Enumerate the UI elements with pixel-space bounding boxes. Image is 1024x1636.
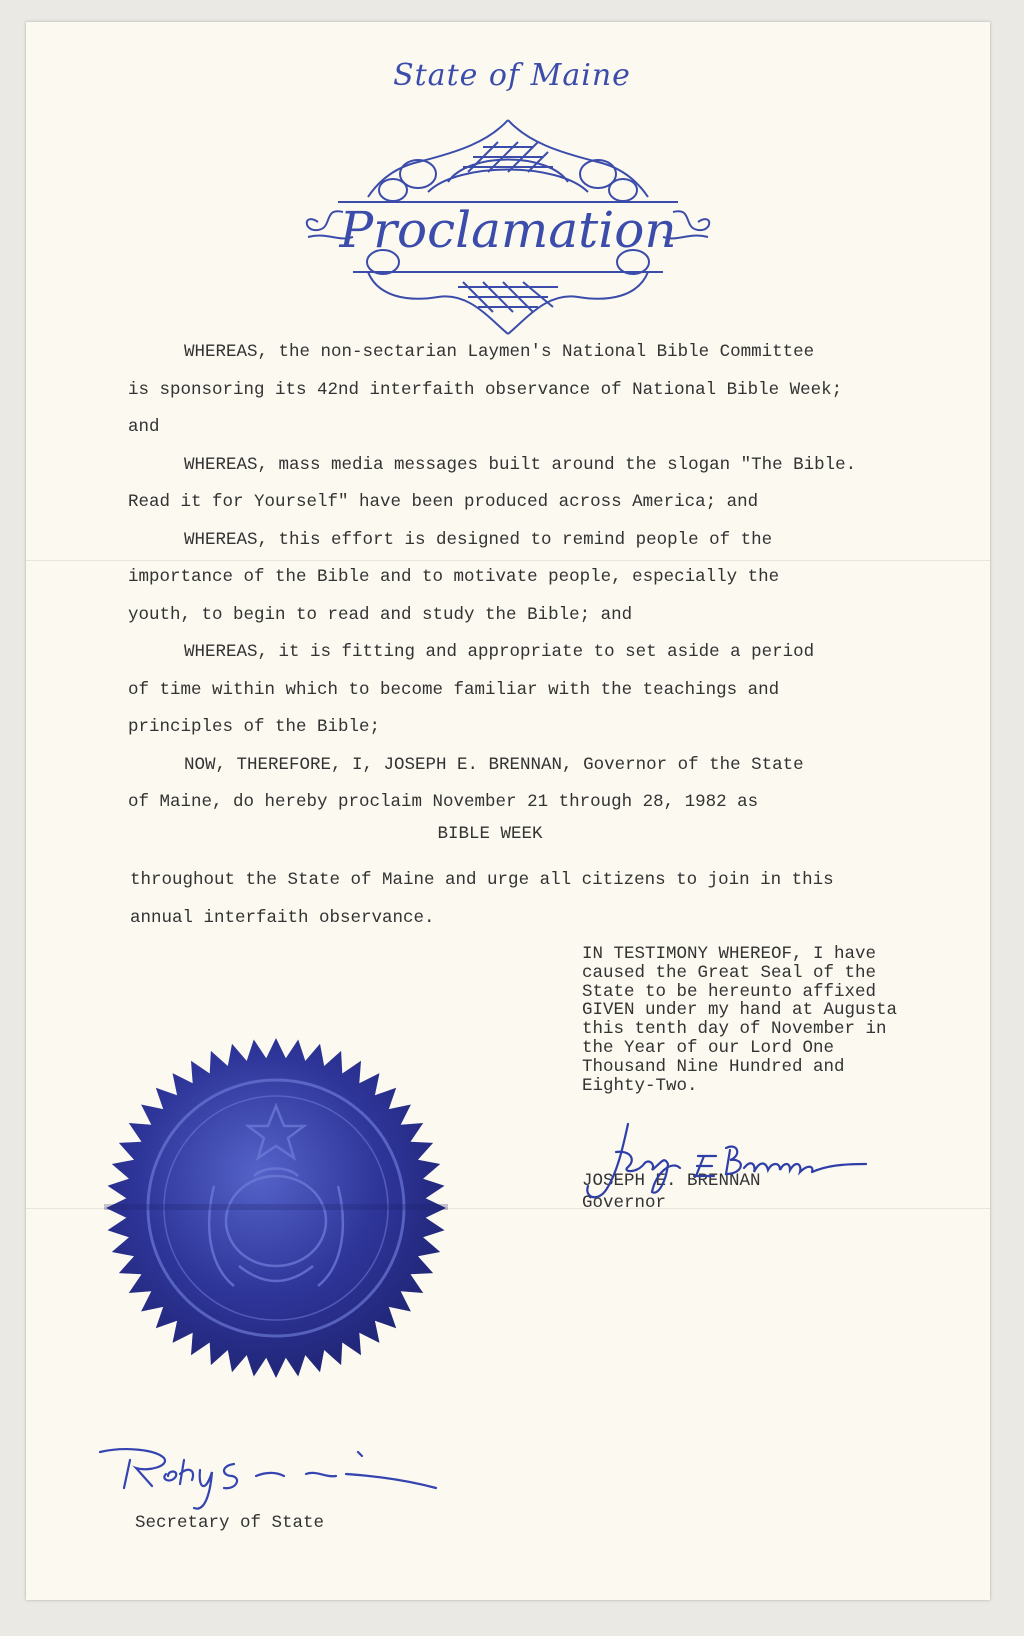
governor-name: JOSEPH E. BRENNAN (582, 1171, 761, 1191)
body-line: of time within which to become familiar with the teachings and (128, 679, 780, 700)
secretary-signature (96, 1440, 456, 1520)
testimony-line: Eighty-Two. (582, 1075, 698, 1096)
governor-title: Governor (582, 1193, 667, 1213)
body-line: and (128, 417, 160, 437)
testimony-line: State to be hereunto affixed (582, 981, 877, 1002)
testimony-line: IN TESTIMONY WHEREOF, I have (582, 944, 877, 964)
testimony-line: GIVEN under my hand at Augusta (582, 1000, 898, 1021)
state-title: State of Maine (393, 58, 631, 93)
body-line: WHEREAS, the non-sectarian Laymen's National Bible Committee (184, 342, 815, 362)
body-line: youth, to begin to read and study the Bible; and (128, 604, 633, 625)
body-line: principles of the Bible; (128, 717, 381, 737)
body-line: Read it for Yourself" have been produced across America; and (128, 492, 759, 512)
testimony-line: Thousand Nine Hundred and (582, 1056, 845, 1077)
body-line: WHEREAS, this effort is designed to remind people of the (184, 529, 773, 550)
closing-line: annual interfaith observance. (130, 907, 435, 928)
testimony-line: the Year of our Lord One (582, 1037, 835, 1058)
governor-signature (576, 1112, 876, 1212)
closing-line: throughout the State of Maine and urge all citizens to join in this (130, 870, 834, 890)
proclaimed-week: BIBLE WEEK (437, 824, 543, 844)
testimony-line: caused the Great Seal of the (582, 962, 877, 983)
testimony-block (582, 945, 897, 1095)
body-line: WHEREAS, mass media messages built around the slogan "The Bible. (184, 454, 857, 475)
proclamation-emblem (298, 112, 718, 342)
body-line: WHEREAS, it is fitting and appropriate to set aside a period (184, 642, 815, 662)
body-line: of Maine, do hereby proclaim November 21 through 28, 1982 as (128, 792, 759, 812)
testimony-line: this tenth day of November in (582, 1019, 887, 1040)
svg-text:Proclamation: Proclamation (339, 201, 677, 259)
body-line: importance of the Bible and to motivate people, especially the (128, 567, 780, 587)
proclamation-body (128, 334, 856, 822)
body-line: NOW, THEREFORE, I, JOSEPH E. BRENNAN, Governor of the State (184, 754, 804, 775)
body-line: is sponsoring its 42nd interfaith observance of National Bible Week; (128, 379, 843, 400)
secretary-title: Secretary of State (135, 1513, 325, 1533)
closing-text (130, 862, 834, 937)
state-seal (104, 1036, 448, 1380)
